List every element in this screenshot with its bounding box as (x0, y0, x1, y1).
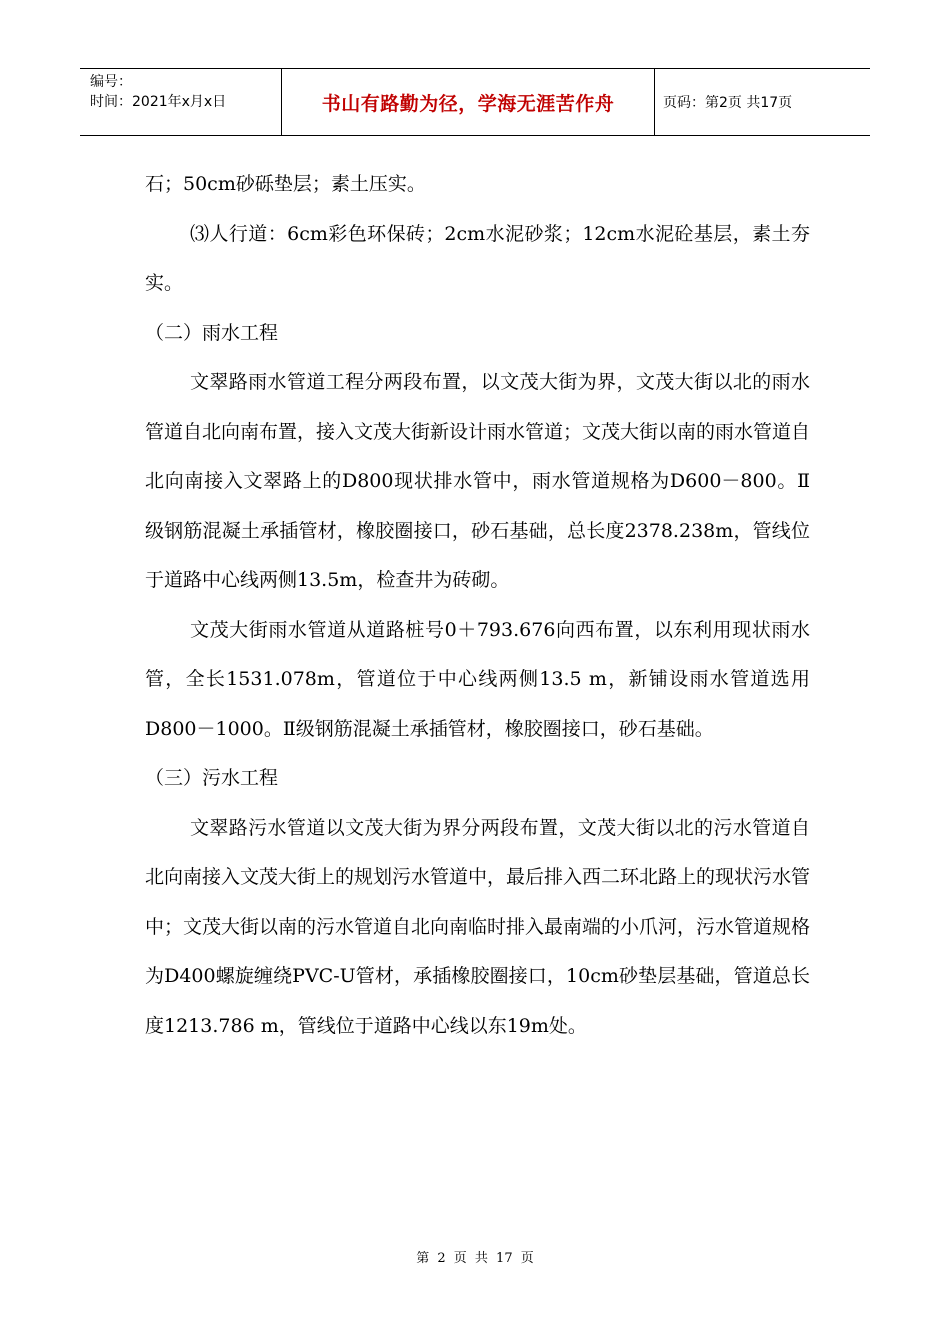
header-page-info: 页码：第2页 共17页 (663, 95, 793, 111)
header-motto: 书山有路勤为径，学海无涯苦作舟 (282, 69, 655, 135)
page-footer: 第 2 页 共 17 页 (416, 1251, 534, 1266)
document-body (145, 160, 810, 1051)
paragraph-rainwater-wencui: 文翠路雨水管道工程分两段布置，以文茂大街为界，文茂大街以北的雨水管道自北向南布置，接入文茂大街新设计雨水管道；文茂大街以南的雨水管道自北向南接入文翠路上的D800现状排水管中，雨水管道规格为D600－800。Ⅱ级钢筋混凝土承插管材，橡胶圈接口，砂石基础，总长度2378.238m，管线位于道路中心线两侧13.5m，检查井为砖砌。 (145, 371, 811, 591)
paragraph-rainwater-wenmao: 文茂大街雨水管道从道路桩号0＋793.676向西布置，以东利用现状雨水管，全长1531.078m，管道位于中心线两侧13.5 m，新铺设雨水管道选用D800－1000。Ⅱ级钢筋混凝土承插管材，橡胶圈接口，砂石基础。 (145, 618, 810, 740)
section-heading-sewage: （三）污水工程 (145, 767, 279, 789)
serial-number-label: 编号： (90, 74, 132, 90)
page-header (80, 68, 870, 136)
section-heading-rainwater: （二）雨水工程 (145, 321, 279, 344)
header-meta-cell (80, 69, 282, 135)
paragraph-sidewalk: ⑶人行道：6cm彩色环保砖；2cm水泥砂浆；12cm水泥砼基层，素土夯实。 (145, 222, 810, 294)
time-label: 时间：2021年x月x日 (90, 94, 227, 110)
paragraph-continuation: 石；50cm砂砾垫层；素土压实。 (145, 173, 426, 195)
paragraph-sewage: 文翠路污水管道以文茂大街为界分两段布置，文茂大街以北的污水管道自北向南接入文茂大街上的规划污水管道中，最后排入西二环北路上的现状污水管中；文茂大街以南的污水管道自北向南临时排入最南端的小爪河，污水管道规格为D400螺旋缠绕PVC-U管材，承插橡胶圈接口，10cm砂垫层基础，管道总长度1213.786 m，管线位于道路中心线以东19m处。 (145, 816, 811, 1037)
